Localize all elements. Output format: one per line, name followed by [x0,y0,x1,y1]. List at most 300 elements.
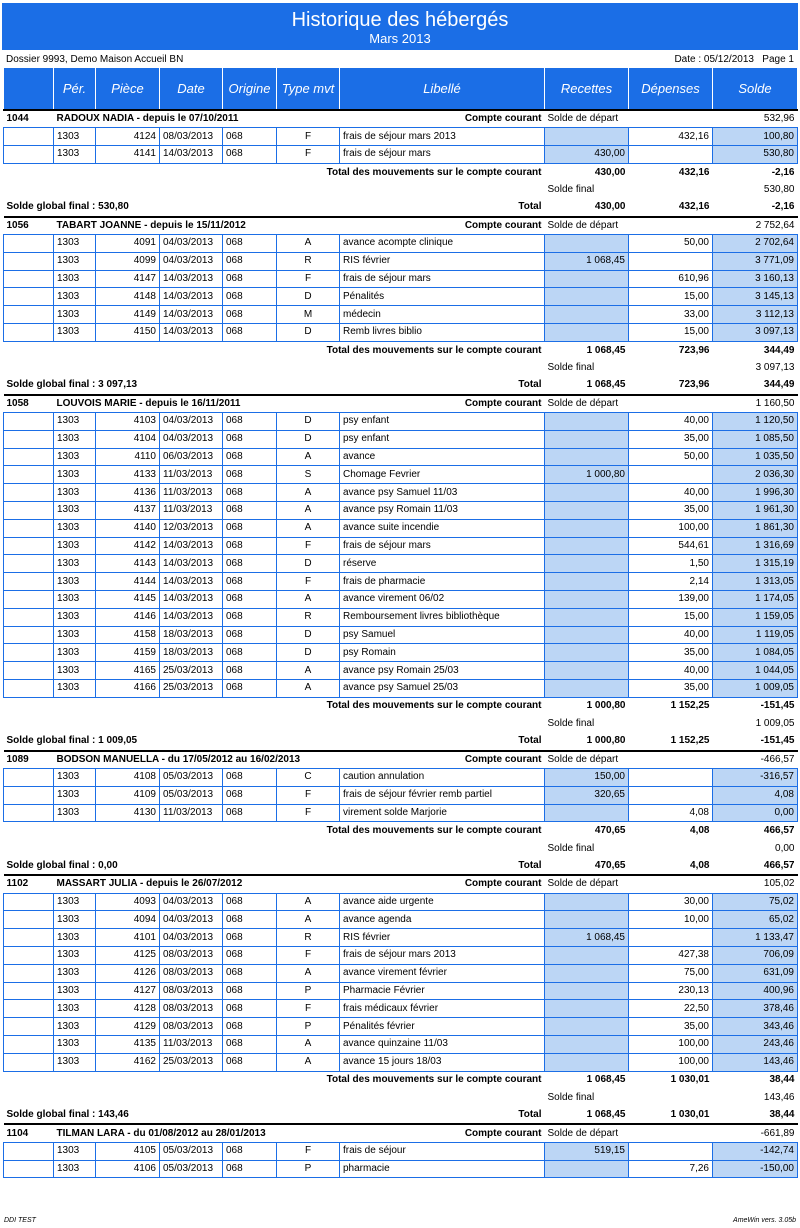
resident-id: 1104 [4,1124,54,1142]
type-cell: A [277,893,340,911]
type-cell: A [277,519,340,537]
receipt-cell [545,1018,629,1036]
date-cell: 14/03/2013 [160,555,223,573]
receipt-cell [545,502,629,520]
piece-cell: 4091 [96,235,160,253]
global-final: Solde global final : 0,00 [6,859,118,871]
date-cell: 05/03/2013 [160,786,223,804]
resident-id: 1089 [4,751,54,769]
piece-cell: 4130 [96,804,160,822]
balance-cell: 1 084,05 [713,644,798,662]
col-per: Pér. [54,68,96,110]
start-balance: 532,96 [713,110,798,128]
expense-cell: 35,00 [629,502,713,520]
row-spacer [4,324,54,342]
period-cell: 1303 [54,413,96,431]
final-balance-row [4,715,798,733]
origin-cell: 068 [223,644,277,662]
expense-cell: 22,50 [629,1000,713,1018]
movement-row [4,982,798,1000]
movement-row [4,929,798,947]
origin-cell: 068 [223,502,277,520]
receipt-cell [545,448,629,466]
period-cell: 1303 [54,519,96,537]
period-cell: 1303 [54,537,96,555]
total-receipts: 1 000,80 [586,700,626,712]
history-table [3,68,798,1178]
expense-cell: 427,38 [629,946,713,964]
balance-cell: 2 702,64 [713,235,798,253]
expense-cell: 100,00 [629,1053,713,1071]
piece-cell: 4125 [96,946,160,964]
type-cell: A [277,911,340,929]
label-cell: pharmacie [340,1160,545,1178]
row-spacer [4,1000,54,1018]
global-balance: 344,49 [763,379,795,391]
global-total-row [4,199,798,217]
piece-cell: 4140 [96,519,160,537]
receipt-cell [545,288,629,306]
final-label: Solde final [547,1091,595,1103]
origin-cell: 068 [223,466,277,484]
label-cell: avance 15 jours 18/03 [340,1053,545,1071]
period-cell: 1303 [54,252,96,270]
expense-cell: 75,00 [629,964,713,982]
row-spacer [4,555,54,573]
label-cell: avance quinzaine 11/03 [340,1035,545,1053]
origin-cell: 068 [223,608,277,626]
receipt-cell [545,946,629,964]
period-cell: 1303 [54,644,96,662]
origin-cell: 068 [223,982,277,1000]
row-spacer [4,1053,54,1071]
receipt-cell [545,608,629,626]
receipt-cell [545,324,629,342]
expense-cell: 15,00 [629,324,713,342]
date-cell: 14/03/2013 [160,306,223,324]
movement-row [4,608,798,626]
date-cell: 14/03/2013 [160,591,223,609]
origin-cell: 068 [223,662,277,680]
movement-row [4,537,798,555]
global-final: Solde global final : 1 009,05 [6,735,138,747]
piece-cell: 4110 [96,448,160,466]
type-cell: D [277,626,340,644]
date-cell: 08/03/2013 [160,1000,223,1018]
total-receipts: 470,65 [594,825,626,837]
receipt-cell [545,235,629,253]
date-cell: 18/03/2013 [160,626,223,644]
receipt-cell [545,644,629,662]
origin-cell: 068 [223,324,277,342]
type-cell: S [277,466,340,484]
label-cell: avance virement 06/02 [340,591,545,609]
start-label: Solde de départ [545,751,713,769]
label-cell: Remb livres biblio [340,324,545,342]
piece-cell: 4104 [96,430,160,448]
label-cell: psy enfant [340,430,545,448]
receipt-cell: 1 000,80 [545,466,629,484]
balance-cell: 3 160,13 [713,270,798,288]
global-total-label: Total [518,379,542,391]
receipt-cell [545,982,629,1000]
type-cell: F [277,537,340,555]
resident-header [4,875,798,893]
piece-cell: 4162 [96,1053,160,1071]
period-cell: 1303 [54,893,96,911]
row-spacer [4,573,54,591]
final-balance-row [4,840,798,858]
resident-name: TABART JOANNE - depuis le 15/11/2012 [54,217,340,235]
period-cell: 1303 [54,804,96,822]
global-total-row [4,857,798,875]
row-spacer [4,662,54,680]
type-cell: D [277,430,340,448]
movement-total-row [4,697,798,715]
row-spacer [4,1035,54,1053]
balance-cell: 143,46 [713,1053,798,1071]
date-cell: 14/03/2013 [160,146,223,164]
receipt-cell [545,1053,629,1071]
type-cell: M [277,306,340,324]
resident-header [4,395,798,413]
origin-cell: 068 [223,1053,277,1071]
date-cell: 14/03/2013 [160,573,223,591]
period-cell: 1303 [54,1035,96,1053]
piece-cell: 4133 [96,466,160,484]
footer-right: AmeWin vers. 3.05b [733,1217,796,1224]
type-cell: A [277,1035,340,1053]
movement-total-row [4,1071,798,1089]
balance-cell: 1 044,05 [713,662,798,680]
expense-cell: 35,00 [629,430,713,448]
row-spacer [4,608,54,626]
type-cell: A [277,680,340,698]
expense-cell [629,466,713,484]
movement-total-row [4,163,798,181]
date-cell: 04/03/2013 [160,413,223,431]
movement-row [4,1142,798,1160]
global-total-row [4,377,798,395]
total-receipts: 1 068,45 [586,344,626,356]
period-cell: 1303 [54,430,96,448]
expense-cell: 33,00 [629,306,713,324]
account-label: Compte courant [340,217,545,235]
total-expenses: 432,16 [678,166,710,178]
type-cell: R [277,608,340,626]
row-spacer [4,270,54,288]
balance-cell: 1 961,30 [713,502,798,520]
final-value: 3 097,13 [755,362,795,374]
global-total-label: Total [518,735,542,747]
piece-cell: 4127 [96,982,160,1000]
row-spacer [4,306,54,324]
origin-cell: 068 [223,893,277,911]
global-receipts: 470,65 [594,859,626,871]
label-cell: RIS février [340,929,545,947]
label-cell: avance psy Romain 25/03 [340,662,545,680]
piece-cell: 4135 [96,1035,160,1053]
global-balance: 38,44 [769,1109,795,1121]
expense-cell: 15,00 [629,288,713,306]
date-cell: 08/03/2013 [160,128,223,146]
movement-row [4,484,798,502]
origin-cell: 068 [223,306,277,324]
label-cell: frais de séjour mars [340,537,545,555]
total-expenses: 723,96 [678,344,710,356]
table-header [4,68,798,110]
period-cell: 1303 [54,662,96,680]
type-cell: D [277,644,340,662]
footer-left: DDI TEST [4,1217,36,1224]
expense-cell: 10,00 [629,911,713,929]
start-label: Solde de départ [545,875,713,893]
date-cell: 11/03/2013 [160,466,223,484]
origin-cell: 068 [223,430,277,448]
expense-cell [629,929,713,947]
expense-cell: 40,00 [629,484,713,502]
resident-name: MASSART JULIA - depuis le 26/07/2012 [54,875,340,893]
resident-id: 1056 [4,217,54,235]
date-cell: 08/03/2013 [160,982,223,1000]
row-spacer [4,786,54,804]
type-cell: P [277,1160,340,1178]
balance-cell: 1 119,05 [713,626,798,644]
receipt-cell [545,1160,629,1178]
origin-cell: 068 [223,911,277,929]
expense-cell: 35,00 [629,1018,713,1036]
row-spacer [4,252,54,270]
balance-cell: 65,02 [713,911,798,929]
movement-row [4,644,798,662]
receipt-cell [545,306,629,324]
col-libelle: Libellé [340,68,545,110]
piece-cell: 4146 [96,608,160,626]
origin-cell: 068 [223,252,277,270]
period-cell: 1303 [54,786,96,804]
period-cell: 1303 [54,555,96,573]
date-cell: 05/03/2013 [160,1160,223,1178]
type-cell: P [277,982,340,1000]
account-label: Compte courant [340,1124,545,1142]
period-cell: 1303 [54,964,96,982]
row-spacer [4,413,54,431]
balance-cell: 343,46 [713,1018,798,1036]
global-expenses: 432,16 [678,201,710,213]
date-cell: 11/03/2013 [160,502,223,520]
row-spacer [4,626,54,644]
label-cell: frais de séjour mars 2013 [340,128,545,146]
final-spacer [4,715,545,733]
origin-cell: 068 [223,1035,277,1053]
resident-id: 1058 [4,395,54,413]
type-cell: A [277,591,340,609]
final-balance-row [4,359,798,377]
total-label: Total des mouvements sur le compte courant [326,700,542,712]
expense-cell [629,786,713,804]
balance-cell: -150,00 [713,1160,798,1178]
label-cell: médecin [340,306,545,324]
label-cell: avance psy Romain 11/03 [340,502,545,520]
start-label: Solde de départ [545,395,713,413]
total-label: Total des mouvements sur le compte courant [326,166,542,178]
final-label: Solde final [547,184,595,196]
date-cell: 05/03/2013 [160,1142,223,1160]
origin-cell: 068 [223,1142,277,1160]
total-balance: 344,49 [763,344,795,356]
period-cell: 1303 [54,1160,96,1178]
total-label: Total des mouvements sur le compte courant [326,344,542,356]
piece-cell: 4136 [96,484,160,502]
date-cell: 11/03/2013 [160,1035,223,1053]
expense-cell: 1,50 [629,555,713,573]
date-cell: 04/03/2013 [160,893,223,911]
type-cell: D [277,324,340,342]
row-spacer [4,1160,54,1178]
balance-cell: 3 145,13 [713,288,798,306]
piece-cell: 4150 [96,324,160,342]
piece-cell: 4108 [96,768,160,786]
expense-cell: 4,08 [629,804,713,822]
receipt-cell [545,911,629,929]
receipt-cell: 320,65 [545,786,629,804]
balance-cell: 1 996,30 [713,484,798,502]
final-value: 0,00 [775,842,795,854]
label-cell: frais médicaux février [340,1000,545,1018]
expense-cell: 50,00 [629,448,713,466]
date-cell: 04/03/2013 [160,430,223,448]
origin-cell: 068 [223,680,277,698]
expense-cell: 40,00 [629,413,713,431]
piece-cell: 4126 [96,964,160,982]
balance-cell: -142,74 [713,1142,798,1160]
header-blank [4,68,54,110]
row-spacer [4,537,54,555]
label-cell: avance suite incendie [340,519,545,537]
expense-cell: 610,96 [629,270,713,288]
balance-cell: 706,09 [713,946,798,964]
global-final: Solde global final : 143,46 [6,1109,129,1121]
label-cell: frais de séjour février remb partiel [340,786,545,804]
balance-cell: 1 313,05 [713,573,798,591]
period-cell: 1303 [54,448,96,466]
period-cell: 1303 [54,235,96,253]
date-cell: 04/03/2013 [160,252,223,270]
receipt-cell [545,573,629,591]
movement-row [4,964,798,982]
movement-row [4,466,798,484]
movement-row [4,324,798,342]
piece-cell: 4159 [96,644,160,662]
balance-cell: 3 112,13 [713,306,798,324]
label-cell: frais de séjour mars [340,270,545,288]
receipt-cell [545,626,629,644]
balance-cell: 4,08 [713,786,798,804]
movement-row [4,626,798,644]
receipt-cell [545,537,629,555]
piece-cell: 4144 [96,573,160,591]
label-cell: Chomage Fevrier [340,466,545,484]
piece-cell: 4165 [96,662,160,680]
label-cell: Pénalités [340,288,545,306]
type-cell: F [277,1142,340,1160]
label-cell: frais de séjour [340,1142,545,1160]
type-cell: A [277,484,340,502]
expense-cell: 30,00 [629,893,713,911]
balance-cell: 1 316,69 [713,537,798,555]
account-label: Compte courant [340,751,545,769]
origin-cell: 068 [223,946,277,964]
type-cell: F [277,946,340,964]
total-balance: 466,57 [763,825,795,837]
piece-cell: 4142 [96,537,160,555]
movement-row [4,235,798,253]
date-cell: 18/03/2013 [160,644,223,662]
receipt-cell: 430,00 [545,146,629,164]
balance-cell: 0,00 [713,804,798,822]
global-expenses: 4,08 [690,859,710,871]
row-spacer [4,128,54,146]
global-receipts: 1 000,80 [586,735,626,747]
balance-cell: 1 009,05 [713,680,798,698]
expense-cell: 100,00 [629,1035,713,1053]
col-origine: Origine [223,68,277,110]
type-cell: A [277,1053,340,1071]
movement-row [4,1035,798,1053]
resident-id: 1102 [4,875,54,893]
start-label: Solde de départ [545,1124,713,1142]
start-balance: 105,02 [713,875,798,893]
type-cell: D [277,288,340,306]
origin-cell: 068 [223,1160,277,1178]
movement-row [4,1000,798,1018]
receipt-cell [545,893,629,911]
period-cell: 1303 [54,608,96,626]
receipt-cell: 519,15 [545,1142,629,1160]
balance-cell: 243,46 [713,1035,798,1053]
piece-cell: 4106 [96,1160,160,1178]
piece-cell: 4109 [96,786,160,804]
type-cell: F [277,786,340,804]
period-cell: 1303 [54,626,96,644]
expense-cell: 35,00 [629,644,713,662]
piece-cell: 4105 [96,1142,160,1160]
balance-cell: 631,09 [713,964,798,982]
balance-cell: 400,96 [713,982,798,1000]
period-cell: 1303 [54,911,96,929]
label-cell: frais de séjour mars [340,146,545,164]
resident-name: BODSON MANUELLA - du 17/05/2012 au 16/02/2013 [54,751,340,769]
type-cell: R [277,252,340,270]
movement-row [4,662,798,680]
movement-row [4,786,798,804]
report-title-banner [2,3,798,50]
origin-cell: 068 [223,964,277,982]
total-balance: -2,16 [771,166,795,178]
receipt-cell [545,128,629,146]
label-cell: avance [340,448,545,466]
final-spacer [4,181,545,199]
resident-name: RADOUX NADIA - depuis le 07/10/2011 [54,110,340,128]
expense-cell: 15,00 [629,608,713,626]
type-cell: A [277,235,340,253]
origin-cell: 068 [223,555,277,573]
piece-cell: 4158 [96,626,160,644]
total-label: Total des mouvements sur le compte courant [326,1074,542,1086]
balance-cell: 378,46 [713,1000,798,1018]
start-balance: -661,89 [713,1124,798,1142]
row-spacer [4,235,54,253]
